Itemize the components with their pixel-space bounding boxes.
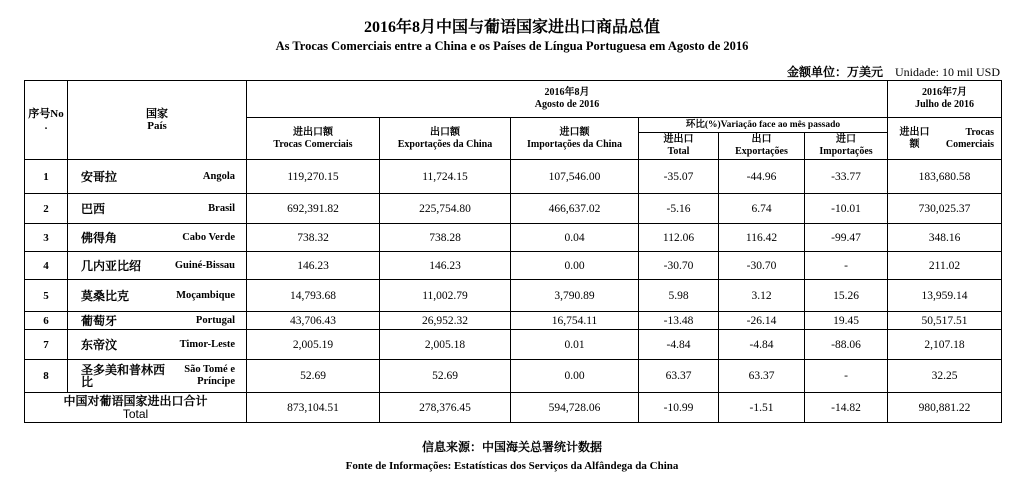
cell-vt: 5.98 <box>639 280 719 312</box>
imp-pt: Importações da China <box>526 138 622 150</box>
cell-ve: 63.37 <box>719 360 805 393</box>
cell-vt: -35.07 <box>639 160 719 194</box>
country-name-cn: 佛得角 <box>81 230 118 245</box>
row-no: 8 <box>25 360 68 393</box>
var-exp-cn: 出口 <box>751 134 772 145</box>
country-name-cn: 东帝汶 <box>81 337 118 352</box>
cell-vi: - <box>805 360 888 393</box>
total-prev: 980,881.22 <box>888 393 1002 423</box>
var-total-header <box>639 133 719 160</box>
row-country <box>68 360 247 393</box>
cell-vi: - <box>805 252 888 280</box>
period-header <box>247 81 888 118</box>
var-imp-header <box>805 133 888 160</box>
cell-ve: -26.14 <box>719 312 805 330</box>
cell-ve: -44.96 <box>719 160 805 194</box>
row-no: 4 <box>25 252 68 280</box>
cell-prev: 211.02 <box>888 252 1002 280</box>
var-imp-cn: 进口 <box>836 134 856 145</box>
country-name-pt: São Tomé e Príncipe <box>184 364 235 387</box>
cell-imp: 107,546.00 <box>511 160 639 194</box>
cell-total: 43,706.43 <box>247 312 380 330</box>
row-no: 1 <box>25 160 68 194</box>
country-name-cn: 莫桑比克 <box>81 288 130 303</box>
cell-vi: 15.26 <box>805 280 888 312</box>
cell-total: 14,793.68 <box>247 280 380 312</box>
cell-imp: 0.04 <box>511 224 639 252</box>
country-name-cn: 几内亚比绍 <box>81 258 142 273</box>
row-no: 5 <box>25 280 68 312</box>
row-country <box>68 160 247 194</box>
cell-vi: -10.01 <box>805 194 888 224</box>
cell-exp: 225,754.80 <box>380 194 511 224</box>
prev-pt: Julho de 2016 <box>915 99 974 110</box>
country-name-pt: Angola <box>202 170 235 182</box>
cell-prev: 348.16 <box>888 224 1002 252</box>
cell-ve: 6.74 <box>719 194 805 224</box>
cell-imp: 466,637.02 <box>511 194 639 224</box>
cell-total: 2,005.19 <box>247 330 380 360</box>
row-no: 7 <box>25 330 68 360</box>
cell-imp: 16,754.11 <box>511 312 639 330</box>
row-no: 6 <box>25 312 68 330</box>
cell-total: 146.23 <box>247 252 380 280</box>
prev-total-pt: Trocas Comerciais <box>945 126 995 150</box>
cell-vi: -33.77 <box>805 160 888 194</box>
cell-prev: 32.25 <box>888 360 1002 393</box>
trade-table <box>24 80 1002 423</box>
country-name-pt: Brasil <box>208 202 235 214</box>
cell-prev: 2,107.18 <box>888 330 1002 360</box>
country-name-pt: Guiné-Bissau <box>174 259 235 271</box>
unit-cn: 金额单位：万美元 <box>786 65 883 79</box>
cell-vt: -30.70 <box>639 252 719 280</box>
cell-prev: 730,025.37 <box>888 194 1002 224</box>
country-name-pt: Timor-Leste <box>179 338 235 350</box>
table-body <box>25 160 1002 393</box>
var-header: 环比(%)Variação face ao mês passado <box>639 118 888 133</box>
source-pt: Fonte de Informações: Estatísticas dos Serviços da Alfândega da China <box>345 460 679 472</box>
total-pt: Trocas Comerciais <box>273 138 353 150</box>
total-vt: -10.99 <box>639 393 719 423</box>
row-country <box>68 252 247 280</box>
cell-exp: 26,952.32 <box>380 312 511 330</box>
table-row <box>25 224 1002 252</box>
cell-ve: 116.42 <box>719 224 805 252</box>
page-subtitle: As Trocas Comerciais entre a China e os Países de Língua Portuguesa em Agosto de 2016 <box>275 39 749 53</box>
country-name-pt: Moçambique <box>176 289 235 301</box>
cell-imp: 0.00 <box>511 252 639 280</box>
total-cn: 进出口额 <box>293 126 333 138</box>
no-label: 序号No <box>28 108 64 120</box>
cell-vt: 112.06 <box>639 224 719 252</box>
row-country <box>68 224 247 252</box>
cell-prev: 50,517.51 <box>888 312 1002 330</box>
exp-header <box>380 118 511 160</box>
cell-ve: -30.70 <box>719 252 805 280</box>
table-row <box>25 160 1002 194</box>
period-cn: 2016年8月 <box>544 87 590 98</box>
country-name-pt: Cabo Verde <box>182 231 235 243</box>
var-imp-pt: Importações <box>819 146 873 157</box>
page-title: 2016年8月中国与葡语国家进出口商品总值 <box>363 19 660 36</box>
period-pt: Agosto de 2016 <box>534 99 600 110</box>
row-no: 2 <box>25 194 68 224</box>
cell-exp: 11,724.15 <box>380 160 511 194</box>
total-imp: 594,728.06 <box>511 393 639 423</box>
cell-ve: -4.84 <box>719 330 805 360</box>
no-dot: . <box>44 120 48 132</box>
total-label <box>25 393 247 423</box>
prev-total-cn: 进出口额 <box>899 126 930 150</box>
cell-exp: 146.23 <box>380 252 511 280</box>
cell-imp: 3,790.89 <box>511 280 639 312</box>
table-row <box>25 194 1002 224</box>
cell-imp: 0.01 <box>511 330 639 360</box>
var-exp-pt: Exportações <box>735 146 788 157</box>
cell-prev: 13,959.14 <box>888 280 1002 312</box>
country-cn-header: 国家 <box>146 108 168 120</box>
country-pt-header: País <box>147 120 167 132</box>
cell-vt: -4.84 <box>639 330 719 360</box>
cell-total: 738.32 <box>247 224 380 252</box>
total-exp: 278,376.45 <box>380 393 511 423</box>
total-row <box>25 393 1002 423</box>
cell-vt: -5.16 <box>639 194 719 224</box>
total-label-pt: Total <box>122 406 149 421</box>
cell-exp: 11,002.79 <box>380 280 511 312</box>
row-country <box>68 280 247 312</box>
cell-vi: 19.45 <box>805 312 888 330</box>
imp-cn: 进口额 <box>559 126 590 138</box>
unit-label <box>787 63 1000 80</box>
country-name-pt: Portugal <box>195 314 235 326</box>
table-row <box>25 330 1002 360</box>
row-no: 3 <box>25 224 68 252</box>
cell-prev: 183,680.58 <box>888 160 1002 194</box>
col-no-header <box>25 81 68 160</box>
cell-vi: -99.47 <box>805 224 888 252</box>
total-label-cn: 中国对葡语国家进出口合计 <box>63 393 208 408</box>
row-country <box>68 312 247 330</box>
cell-exp: 738.28 <box>380 224 511 252</box>
country-name-cn: 圣多美和普林西比 <box>81 363 166 389</box>
var-exp-header <box>719 133 805 160</box>
prev-total-header <box>888 118 1002 160</box>
row-country <box>68 330 247 360</box>
header-row-1 <box>25 81 1002 118</box>
total-ve: -1.51 <box>719 393 805 423</box>
imp-header <box>511 118 639 160</box>
table-row <box>25 280 1002 312</box>
table-row <box>25 252 1002 280</box>
cell-vt: 63.37 <box>639 360 719 393</box>
source-cn: 信息来源：中国海关总署统计数据 <box>421 440 602 454</box>
prev-period-header <box>888 81 1002 118</box>
unit-pt: Unidade: 10 mil USD <box>895 65 1000 79</box>
cell-ve: 3.12 <box>719 280 805 312</box>
table-row <box>25 360 1002 393</box>
cell-imp: 0.00 <box>511 360 639 393</box>
total-vi: -14.82 <box>805 393 888 423</box>
cell-vt: -13.48 <box>639 312 719 330</box>
cell-total: 692,391.82 <box>247 194 380 224</box>
prev-cn: 2016年7月 <box>922 87 968 98</box>
col-country-header <box>68 81 247 160</box>
var-total-pt: Total <box>667 146 690 157</box>
cell-total: 52.69 <box>247 360 380 393</box>
total-header <box>247 118 380 160</box>
cell-exp: 52.69 <box>380 360 511 393</box>
exp-pt: Exportações da China <box>397 138 493 150</box>
total-total: 873,104.51 <box>247 393 380 423</box>
table-row <box>25 312 1002 330</box>
country-name-cn: 安哥拉 <box>81 169 118 184</box>
var-total-cn: 进出口 <box>663 134 694 145</box>
country-name-cn: 葡萄牙 <box>81 313 118 328</box>
cell-total: 119,270.15 <box>247 160 380 194</box>
cell-exp: 2,005.18 <box>380 330 511 360</box>
exp-cn: 出口额 <box>430 126 460 138</box>
cell-vi: -88.06 <box>805 330 888 360</box>
country-name-cn: 巴西 <box>81 201 106 216</box>
row-country <box>68 194 247 224</box>
